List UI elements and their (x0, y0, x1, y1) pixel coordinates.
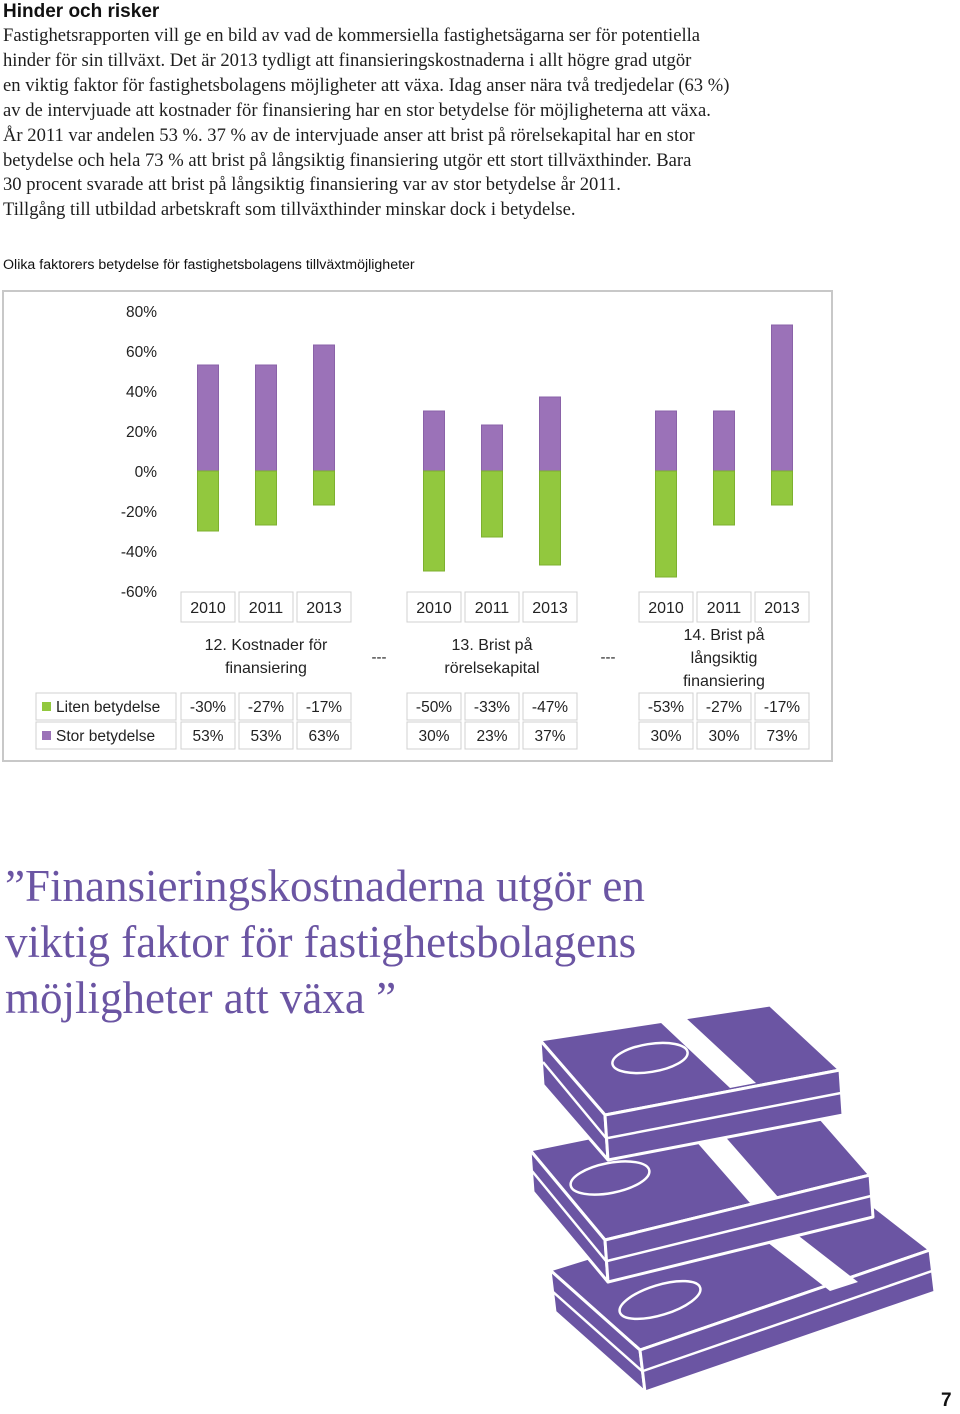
bar-liten (540, 471, 561, 565)
chart-frame (3, 291, 832, 761)
body-line: hinder för sin tillväxt. Det är 2013 tydligt att finansieringskostnaderna i allt högre grad utgör (3, 49, 692, 71)
data-label: 30% (650, 728, 682, 745)
bar-stor (656, 411, 677, 471)
money-stack-icon (510, 1000, 950, 1400)
quote-line: viktig faktor för fastighetsbolagens (5, 917, 637, 967)
year-label: 2011 (248, 600, 284, 617)
data-label: -30% (189, 699, 227, 716)
data-label: -17% (763, 699, 801, 716)
body-line: av de intervjuade att kostnader för finansiering har en stor betydelse för möjligheterna att växa. (3, 99, 711, 121)
data-label: -27% (705, 699, 743, 716)
y-tick-label: 0% (134, 464, 157, 481)
data-label: 63% (308, 728, 340, 745)
bar-liten (714, 471, 735, 525)
bar-stor (314, 345, 335, 471)
bar-stor (424, 411, 445, 471)
y-tick-label: 20% (125, 424, 157, 441)
category-label: 13. Brist på (451, 637, 533, 654)
quote-line: möjligheter att växa ” (5, 973, 397, 1023)
bar-liten (424, 471, 445, 571)
data-label: 37% (534, 728, 566, 745)
y-tick-label: -40% (120, 544, 157, 561)
body-line: en viktig faktor för fastighetsbolagens möjligheter att växa. Idag anser nära två tredjedelar (63 %) (3, 74, 730, 96)
data-label: 53% (250, 728, 282, 745)
bar-stor (256, 365, 277, 471)
page-number: 7 (941, 1390, 952, 1411)
year-label: 2013 (532, 600, 568, 617)
category-label: finansiering (683, 673, 765, 690)
legend-swatch (42, 702, 51, 711)
year-label: 2013 (306, 600, 342, 617)
data-label: -33% (473, 699, 511, 716)
y-tick-label: -20% (120, 504, 157, 521)
chart-caption: Olika faktorers betydelse för fastighetsbolagens tillväxtmöjligheter (3, 257, 415, 273)
y-tick-label: 60% (125, 344, 157, 361)
category-label: 14. Brist på (683, 627, 765, 644)
y-tick-label: -60% (120, 584, 157, 601)
year-label: 2011 (474, 600, 510, 617)
category-label: rörelsekapital (444, 660, 540, 677)
money-stack-illustration (510, 1000, 950, 1400)
category-label: 12. Kostnader för (204, 637, 328, 654)
year-label: 2010 (190, 600, 226, 617)
bar-stor (540, 397, 561, 471)
data-label: -27% (247, 699, 285, 716)
body-line: betydelse och hela 73 % att brist på långsiktig finansiering utgör ett stort tillväxthinder. Bara (3, 149, 692, 171)
chart (2, 290, 833, 762)
body-line: År 2011 var andelen 53 %. 37 % av de intervjuade anser att brist på rörelsekapital har en stor (3, 124, 695, 146)
bar-liten (656, 471, 677, 577)
data-label: -53% (647, 699, 685, 716)
year-label: 2011 (706, 600, 742, 617)
data-label: 53% (192, 728, 224, 745)
section-heading: Hinder och risker (3, 1, 160, 22)
body-line: Fastighetsrapporten vill ge en bild av vad de kommersiella fastighetsägarna ser för potentiella (3, 25, 701, 46)
body-line: Tillgång till utbildad arbetskraft som tillväxthinder minskar dock i betydelse. (3, 199, 576, 221)
group-separator: --- (371, 649, 387, 666)
body-line: 30 procent svarade att brist på långsiktig finansiering var av stor betydelse år 2011. (3, 174, 621, 196)
bar-liten (482, 471, 503, 537)
legend-swatch (42, 731, 51, 740)
bar-liten (198, 471, 219, 531)
chart-svg (2, 290, 833, 762)
bar-stor (714, 411, 735, 471)
group-separator: --- (600, 649, 616, 666)
bar-liten (256, 471, 277, 525)
data-label: 30% (708, 728, 740, 745)
data-label: -50% (415, 699, 453, 716)
category-label: långsiktig (690, 650, 758, 667)
data-label: 30% (418, 728, 450, 745)
bar-stor (772, 325, 793, 471)
bar-stor (482, 425, 503, 471)
year-label: 2010 (648, 600, 684, 617)
body-paragraph (3, 24, 943, 223)
year-label: 2010 (416, 600, 452, 617)
year-label: 2013 (764, 600, 800, 617)
legend-label: Stor betydelse (56, 728, 156, 745)
data-label: -17% (305, 699, 343, 716)
bar-liten (772, 471, 793, 505)
bar-liten (314, 471, 335, 505)
quote-line: ”Finansieringskostnaderna utgör en (5, 861, 645, 911)
data-label: -47% (531, 699, 569, 716)
category-label: finansiering (225, 660, 307, 677)
legend-label: Liten betydelse (56, 699, 161, 716)
y-tick-label: 40% (125, 384, 157, 401)
data-label: 23% (476, 728, 508, 745)
bar-stor (198, 365, 219, 471)
data-label: 73% (766, 728, 798, 745)
y-tick-label: 80% (125, 304, 157, 321)
